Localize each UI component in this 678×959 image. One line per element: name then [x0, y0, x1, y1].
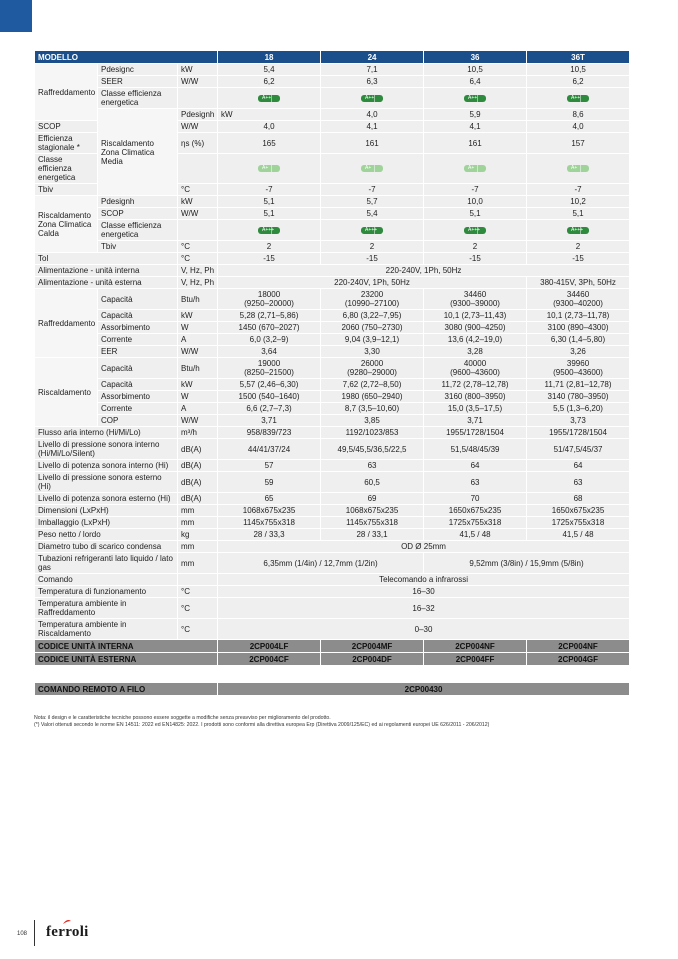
row-unit: V, Hz, Ph: [178, 277, 218, 289]
cell: 19000 (8250–21500): [218, 358, 321, 379]
cell: 40000 (9600–43600): [424, 358, 527, 379]
row-label: Temperatura ambiente in Riscaldamento: [35, 619, 178, 640]
cell: 7,62 (2,72–8,50): [321, 379, 424, 391]
code-cell: 2CP004CF: [218, 653, 321, 666]
cell: 10,5: [527, 64, 630, 76]
cell: 1725x755x318: [424, 517, 527, 529]
cell: [218, 88, 321, 109]
cell: 5,1: [218, 196, 321, 208]
row-label: Flusso aria interno (Hi/Mi/Lo): [35, 427, 178, 439]
table-row: [35, 253, 630, 265]
cell: 68: [527, 493, 630, 505]
page-number: 108: [17, 931, 28, 937]
row-label: Alimentazione - unità esterna: [35, 277, 178, 289]
model-18: 18: [218, 51, 321, 64]
row-label: Capacità: [98, 379, 178, 391]
row-label: Pdesignh: [98, 196, 178, 208]
cell: 3,30: [321, 346, 424, 358]
row-label: SCOP: [98, 208, 178, 220]
row-label: Classe efficienza energetica: [98, 220, 178, 241]
cell: 69: [321, 493, 424, 505]
code-label: CODICE UNITÀ INTERNA: [35, 640, 218, 653]
row-label: Comando: [35, 574, 178, 586]
code-cell: 2CP004NF: [424, 640, 527, 653]
code-cell: 2CP004DF: [321, 653, 424, 666]
cell: 5,1: [218, 208, 321, 220]
cell: 63: [321, 460, 424, 472]
row-unit: W: [178, 322, 218, 334]
row-label: Classe efficienza energetica: [35, 154, 98, 184]
cell: 6,2: [218, 76, 321, 88]
table-row: [35, 334, 630, 346]
cell: 2: [527, 241, 630, 253]
cell: [218, 154, 321, 184]
cell: 6,2: [527, 76, 630, 88]
cell: 18000 (9250–20000): [218, 289, 321, 310]
table-row: [35, 574, 630, 586]
row-unit: [178, 220, 218, 241]
row-label: Temperatura ambiente in Raffreddamento: [35, 598, 178, 619]
spec-table: [34, 50, 630, 696]
table-row: [35, 346, 630, 358]
cell: -15: [527, 253, 630, 265]
cell: 34460 (9300–40200): [527, 289, 630, 310]
cell: 5,4: [321, 208, 424, 220]
energy-class-badge-icon: A++: [258, 95, 280, 102]
row-label: Classe efficienza energetica: [98, 88, 178, 109]
table-row: [35, 379, 630, 391]
row-label: COP: [98, 415, 178, 427]
row-label: EER: [98, 346, 178, 358]
table-row: [35, 472, 630, 493]
cell: 6,30 (1,4–5,80): [527, 334, 630, 346]
cell: 5,1: [424, 208, 527, 220]
cell: 26000 (9280–29000): [321, 358, 424, 379]
cell: [527, 88, 630, 109]
cell: 1500 (540–1640): [218, 391, 321, 403]
table-row: [35, 553, 630, 574]
cell: 5,1: [527, 208, 630, 220]
cell: 10,2: [527, 196, 630, 208]
cell: [527, 154, 630, 184]
row-unit: kW: [178, 379, 218, 391]
cell: 1192/1023/853: [321, 427, 424, 439]
cell: 1650x675x235: [424, 505, 527, 517]
row-unit: W/W: [178, 208, 218, 220]
row-unit: V, Hz, Ph: [178, 265, 218, 277]
cell: 41,5 / 48: [424, 529, 527, 541]
cell: 51/47,5/45/37: [527, 439, 630, 460]
row-unit: dB(A): [178, 439, 218, 460]
energy-class-badge-icon: A+: [361, 165, 383, 172]
row-unit: mm: [178, 541, 218, 553]
row-label: Peso netto / lordo: [35, 529, 178, 541]
cell: 1145x755x318: [218, 517, 321, 529]
cell: [424, 88, 527, 109]
code-row-indoor: [35, 640, 630, 653]
table-row: [35, 76, 630, 88]
row-label: Pdesignc: [98, 64, 178, 76]
row-label: Livello di pressione sonora esterno (Hi): [35, 472, 178, 493]
row-unit: mm: [178, 505, 218, 517]
cell: 165: [218, 133, 321, 154]
category-cooling-perf: Raffreddamento: [35, 289, 98, 358]
table-row: [35, 586, 630, 598]
model-24: 24: [321, 51, 424, 64]
cell: 3140 (780–3950): [527, 391, 630, 403]
cell: -7: [218, 184, 321, 196]
row-label: Temperatura di funzionamento: [35, 586, 178, 598]
cell: 64: [527, 460, 630, 472]
cell: [424, 220, 527, 241]
cell: 3,71: [218, 415, 321, 427]
cell: 41,5 / 48: [527, 529, 630, 541]
cell: 220-240V, 1Ph, 50Hz: [218, 277, 527, 289]
cell: 8,6: [527, 109, 630, 121]
row-label: Corrente: [98, 334, 178, 346]
energy-class-badge-icon: A++: [464, 95, 486, 102]
energy-class-badge-icon: A+++: [361, 227, 383, 234]
cell: 3100 (890–4300): [527, 322, 630, 334]
row-unit: W: [178, 391, 218, 403]
table-row: [35, 427, 630, 439]
code-label: CODICE UNITÀ ESTERNA: [35, 653, 218, 666]
cell: 4,0: [527, 121, 630, 133]
cell: 380-415V, 3Ph, 50Hz: [527, 277, 630, 289]
row-unit: W/W: [178, 415, 218, 427]
energy-class-badge-icon: A+: [258, 165, 280, 172]
cell: 15,0 (3,5–17,5): [424, 403, 527, 415]
row-unit: W/W: [178, 346, 218, 358]
row-label: Imballaggio (LxPxH): [35, 517, 178, 529]
cell: 1955/1728/1504: [424, 427, 527, 439]
spacer-row: [35, 666, 630, 683]
cell: 3,71: [424, 415, 527, 427]
row-label: Assorbimento: [98, 391, 178, 403]
cell: 5,57 (2,46–6,30): [218, 379, 321, 391]
row-unit: A: [178, 403, 218, 415]
row-unit: dB(A): [178, 472, 218, 493]
cell: 5,9: [424, 109, 527, 121]
table-row: [35, 415, 630, 427]
cell: 6,3: [321, 76, 424, 88]
cell: 16–30: [218, 586, 630, 598]
header-row: [35, 51, 630, 64]
cell: 4,0: [218, 121, 321, 133]
cell: 16–32: [218, 598, 630, 619]
cell: 60,5: [321, 472, 424, 493]
footnotes: [34, 715, 634, 729]
code-cell: 2CP004FF: [424, 653, 527, 666]
cell: 6,35mm (1/4in) / 12,7mm (1/2in): [218, 553, 424, 574]
row-label: Efficienza stagionale *: [35, 133, 98, 154]
category-cooling: Raffreddamento: [35, 64, 98, 121]
cell: 70: [424, 493, 527, 505]
cell: 6,4: [424, 76, 527, 88]
row-label: Dimensioni (LxPxH): [35, 505, 178, 517]
cell: 220-240V, 1Ph, 50Hz: [218, 265, 630, 277]
cell: [321, 220, 424, 241]
row-unit: A: [178, 334, 218, 346]
cell: 6,6 (2,7–7,3): [218, 403, 321, 415]
table-row: [35, 541, 630, 553]
code-cell: 2CP004LF: [218, 640, 321, 653]
cell: OD Ø 25mm: [218, 541, 630, 553]
cell: 28 / 33,3: [218, 529, 321, 541]
row-unit: [178, 574, 218, 586]
table-row: [35, 619, 630, 640]
cell: 1068x675x235: [321, 505, 424, 517]
cell: -7: [527, 184, 630, 196]
row-unit: kW: [178, 64, 218, 76]
cell: 4,1: [321, 121, 424, 133]
row-unit: kW: [178, 310, 218, 322]
cell: 11,72 (2,78–12,78): [424, 379, 527, 391]
cell: 10,0: [424, 196, 527, 208]
table-row: [35, 391, 630, 403]
cell: 5,7: [321, 196, 424, 208]
category-heating-warm: Riscaldamento Zona Climatica Calda: [35, 196, 98, 253]
energy-class-badge-icon: A+++: [258, 227, 280, 234]
cell: 3,64: [218, 346, 321, 358]
row-unit: W/W: [178, 76, 218, 88]
code-row-outdoor: [35, 653, 630, 666]
cell: 6,80 (3,22–7,95): [321, 310, 424, 322]
cell: 13,6 (4,2–19,0): [424, 334, 527, 346]
row-label: Livello di pressione sonora interno (Hi/Mi/Lo/Silent): [35, 439, 178, 460]
row-unit: W/W: [178, 121, 218, 133]
cell: 3,73: [527, 415, 630, 427]
row-label: Tbiv: [35, 184, 98, 196]
cell: 7,1: [321, 64, 424, 76]
table-row: [35, 241, 630, 253]
table-row: [35, 439, 630, 460]
cell: 1955/1728/1504: [527, 427, 630, 439]
cell: 10,1 (2,73–11,78): [527, 310, 630, 322]
cell: 1725x755x318: [527, 517, 630, 529]
cell: 2: [424, 241, 527, 253]
table-row: [35, 277, 630, 289]
cell: [321, 88, 424, 109]
cell: Telecomando a infrarossi: [218, 574, 630, 586]
row-label: Tol: [35, 253, 178, 265]
cell: 63: [424, 472, 527, 493]
cell: 4,1: [424, 121, 527, 133]
cell: 161: [321, 133, 424, 154]
cell: 28 / 33,1: [321, 529, 424, 541]
footnote-standards: (*) Valori ottenuti secondo le norme EN 14511: 2022 ed EN14825: 2022. I prodotti sono conformi alla direttiva europea Erp (Direttiva 2009/125/EC) ed ai regolamenti europei UE 626/2011 - 206/2012): [34, 722, 490, 728]
row-unit: [178, 88, 218, 109]
cell: [527, 220, 630, 241]
cell: [218, 220, 321, 241]
row-unit: °C: [178, 586, 218, 598]
cell: 5,5 (1,3–6,20): [527, 403, 630, 415]
row-unit: kg: [178, 529, 218, 541]
row-unit: kW: [178, 196, 218, 208]
table-row: [35, 529, 630, 541]
model-header: MODELLO: [35, 51, 218, 64]
cell: 958/839/723: [218, 427, 321, 439]
row-label: Pdesignh: [178, 109, 218, 121]
row-label: SCOP: [35, 121, 98, 133]
row-unit: dB(A): [178, 493, 218, 505]
row-label: Alimentazione - unità interna: [35, 265, 178, 277]
brand-logo: ferroli: [46, 924, 89, 940]
cell: 63: [527, 472, 630, 493]
cell: -15: [218, 253, 321, 265]
corner-tab: [0, 0, 32, 32]
row-unit: °C: [178, 241, 218, 253]
row-label: Tbiv: [98, 241, 178, 253]
row-unit: [178, 154, 218, 184]
cell: 44/41/37/24: [218, 439, 321, 460]
cell: 9,04 (3,9–12,1): [321, 334, 424, 346]
energy-class-badge-icon: A++: [361, 95, 383, 102]
table-row: [35, 517, 630, 529]
row-label: Tubazioni refrigeranti lato liquido / lato gas: [35, 553, 178, 574]
row-label: Capacità: [98, 358, 178, 379]
row-unit: Btu/h: [178, 358, 218, 379]
cell: 157: [527, 133, 630, 154]
cell: 11,71 (2,81–12,78): [527, 379, 630, 391]
table-row: [35, 598, 630, 619]
cell: 65: [218, 493, 321, 505]
category-heating-medium: Riscaldamento Zona Climatica Media: [98, 109, 178, 196]
table-row: [35, 208, 630, 220]
table-row: [35, 310, 630, 322]
cell: 1650x675x235: [527, 505, 630, 517]
cell: 10,5: [424, 64, 527, 76]
energy-class-badge-icon: A+++: [567, 227, 589, 234]
row-label: Livello di potenza sonora esterno (Hi): [35, 493, 178, 505]
energy-class-badge-icon: A+: [567, 165, 589, 172]
cell: 6,0 (3,2–9): [218, 334, 321, 346]
row-unit: °C: [178, 619, 218, 640]
cell: 59: [218, 472, 321, 493]
cell: [424, 154, 527, 184]
cell: 2: [321, 241, 424, 253]
row-unit: mm: [178, 553, 218, 574]
model-36: 36: [424, 51, 527, 64]
row-label: Capacità: [98, 310, 178, 322]
code-row-remote: [35, 683, 630, 696]
cell: 2: [218, 241, 321, 253]
table-row: [35, 64, 630, 76]
row-unit: Btu/h: [178, 289, 218, 310]
table-row: [35, 403, 630, 415]
footer-divider: [34, 920, 35, 946]
cell: 57: [218, 460, 321, 472]
table-row: [35, 322, 630, 334]
cell: 3080 (900–4250): [424, 322, 527, 334]
cell: 39960 (9500–43600): [527, 358, 630, 379]
model-36t: 36T: [527, 51, 630, 64]
energy-class-badge-icon: A+: [464, 165, 486, 172]
table-row: [35, 460, 630, 472]
row-unit: kW: [218, 109, 321, 121]
cell: 3160 (800–3950): [424, 391, 527, 403]
cell: 10,1 (2,73–11,43): [424, 310, 527, 322]
table-row: [35, 220, 630, 241]
row-label: Diametro tubo di scarico condensa: [35, 541, 178, 553]
cell: 64: [424, 460, 527, 472]
cell: 1450 (670–2027): [218, 322, 321, 334]
code-cell: 2CP004GF: [527, 653, 630, 666]
code-cell: 2CP00430: [218, 683, 630, 696]
cell: 1068x675x235: [218, 505, 321, 517]
row-unit: ηs (%): [178, 133, 218, 154]
row-unit: dB(A): [178, 460, 218, 472]
cell: 1145x755x318: [321, 517, 424, 529]
cell: 34460 (9300–39000): [424, 289, 527, 310]
cell: -15: [424, 253, 527, 265]
energy-class-badge-icon: A++: [567, 95, 589, 102]
cell: -7: [424, 184, 527, 196]
cell: 2060 (750–2730): [321, 322, 424, 334]
row-label: Capacità: [98, 289, 178, 310]
cell: -15: [321, 253, 424, 265]
table-row: [35, 289, 630, 310]
code-label: COMANDO REMOTO A FILO: [35, 683, 218, 696]
table-row: [35, 505, 630, 517]
cell: 3,85: [321, 415, 424, 427]
category-heating-perf: Riscaldamento: [35, 358, 98, 427]
cell: 3,26: [527, 346, 630, 358]
cell: 51,5/48/45/39: [424, 439, 527, 460]
row-label: Assorbimento: [98, 322, 178, 334]
row-unit: °C: [178, 184, 218, 196]
cell: -7: [321, 184, 424, 196]
energy-class-badge-icon: A+++: [464, 227, 486, 234]
cell: 0–30: [218, 619, 630, 640]
table-row: [35, 88, 630, 109]
cell: 49,5/45,5/36,5/22,5: [321, 439, 424, 460]
row-unit: °C: [178, 598, 218, 619]
cell: 8,7 (3,5–10,60): [321, 403, 424, 415]
cell: 5,4: [218, 64, 321, 76]
table-row: [35, 493, 630, 505]
cell: 23200 (10990–27100): [321, 289, 424, 310]
cell: 1980 (650–2940): [321, 391, 424, 403]
row-label: SEER: [98, 76, 178, 88]
footnote-design: Nota: il design e le caratteristiche tecniche possono essere soggette a modifiche senza preavviso per miglioramento del prodotto.: [34, 715, 331, 721]
row-label: Corrente: [98, 403, 178, 415]
cell: 5,28 (2,71–5,86): [218, 310, 321, 322]
row-label: Livello di potenza sonora interno (Hi): [35, 460, 178, 472]
row-unit: °C: [178, 253, 218, 265]
cell: 4,0: [321, 109, 424, 121]
table-row: [35, 196, 630, 208]
row-unit: mm: [178, 517, 218, 529]
table-row: [35, 109, 630, 121]
cell: 3,28: [424, 346, 527, 358]
code-cell: 2CP004MF: [321, 640, 424, 653]
cell: 9,52mm (3/8in) / 15,9mm (5/8in): [424, 553, 630, 574]
row-unit: m³/h: [178, 427, 218, 439]
cell: 161: [424, 133, 527, 154]
table-row: [35, 265, 630, 277]
code-cell: 2CP004NF: [527, 640, 630, 653]
cell: [321, 154, 424, 184]
table-row: [35, 358, 630, 379]
